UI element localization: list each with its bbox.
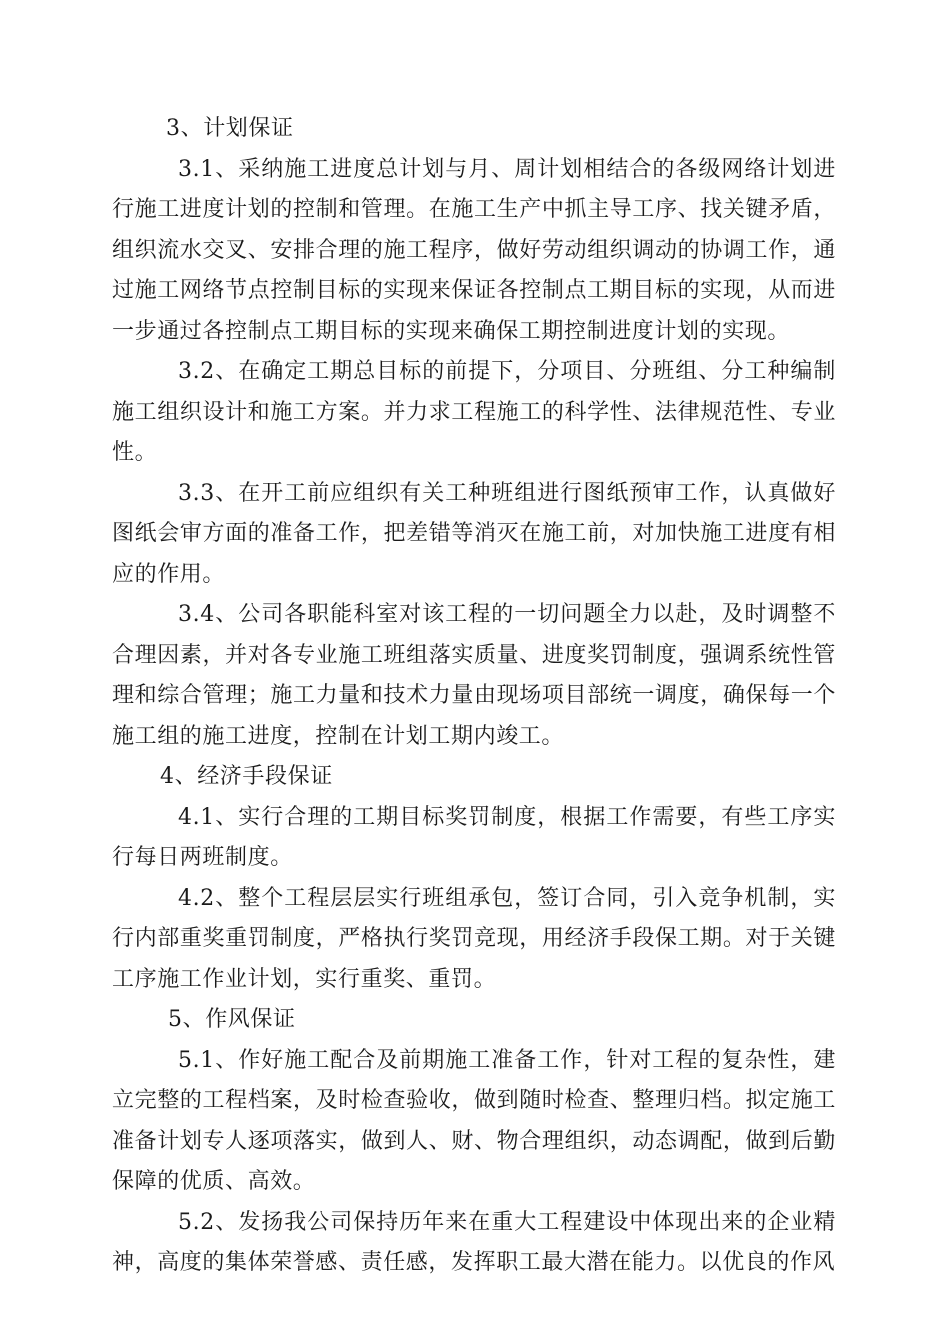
- paragraph-4-2: 4.2、整个工程层层实行班组承包，签订合同，引入竞争机制，实行内部重奖重罚制度，严格执行奖罚竞现，用经济手段保工期。对于关键工序施工作业计划，实行重奖、重罚。: [112, 885, 836, 992]
- paragraph-5-1: 5.1、作好施工配合及前期施工准备工作，针对工程的复杂性，建立完整的工程档案，及时检查验收，做到随时检查、整理归档。拟定施工准备计划专人逐项落实，做到人、财、物合理组织，动态调配，做到后勤保障的优质、高效。: [112, 1047, 836, 1194]
- paragraph-3-3: 3.3、在开工前应组织有关工种班组进行图纸预审工作，认真做好图纸会审方面的准备工作，把差错等消灭在施工前，对加快施工进度有相应的作用。: [112, 480, 836, 587]
- paragraph-3-4: 3.4、公司各职能科室对该工程的一切问题全力以赴，及时调整不合理因素，并对各专业施工班组落实质量、进度奖罚制度，强调系统性管理和综合管理；施工力量和技术力量由现场项目部统一调度，确保每一个施工组的施工进度，控制在计划工期内竣工。: [112, 602, 836, 749]
- paragraph-4-1: 4.1、实行合理的工期目标奖罚制度，根据工作需要，有些工序实行每日两班制度。: [112, 804, 836, 870]
- section-heading-style-guarantee: 5、作风保证: [168, 1007, 296, 1032]
- paragraph-3-1: 3.1、采纳施工进度总计划与月、周计划相结合的各级网络计划进行施工进度计划的控制和管理。在施工生产中抓主导工序、找关键矛盾，组织流水交叉、安排合理的施工程序，做好劳动组织调动的协调工作，通过施工网络节点控制目标的实现来保证各控制点工期目标的实现，从而进一步通过各控制点工期目标的实现来确保工期控制进度计划的实现。: [112, 156, 836, 344]
- paragraph-3-2: 3.2、在确定工期总目标的前提下，分项目、分班组、分工种编制施工组织设计和施工方案。并力求工程施工的科学性、法律规范性、专业性。: [112, 359, 836, 465]
- document-body: [112, 109, 836, 1284]
- section-heading-economic-guarantee: 4、经济手段保证: [160, 764, 333, 789]
- paragraph-5-2: 5.2、发扬我公司保持历年来在重大工程建设中体现出来的企业精神，高度的集体荣誉感、责任感，发挥职工最大潜在能力。以优良的作风: [112, 1209, 836, 1275]
- section-heading-plan-guarantee: 3、计划保证: [166, 116, 294, 141]
